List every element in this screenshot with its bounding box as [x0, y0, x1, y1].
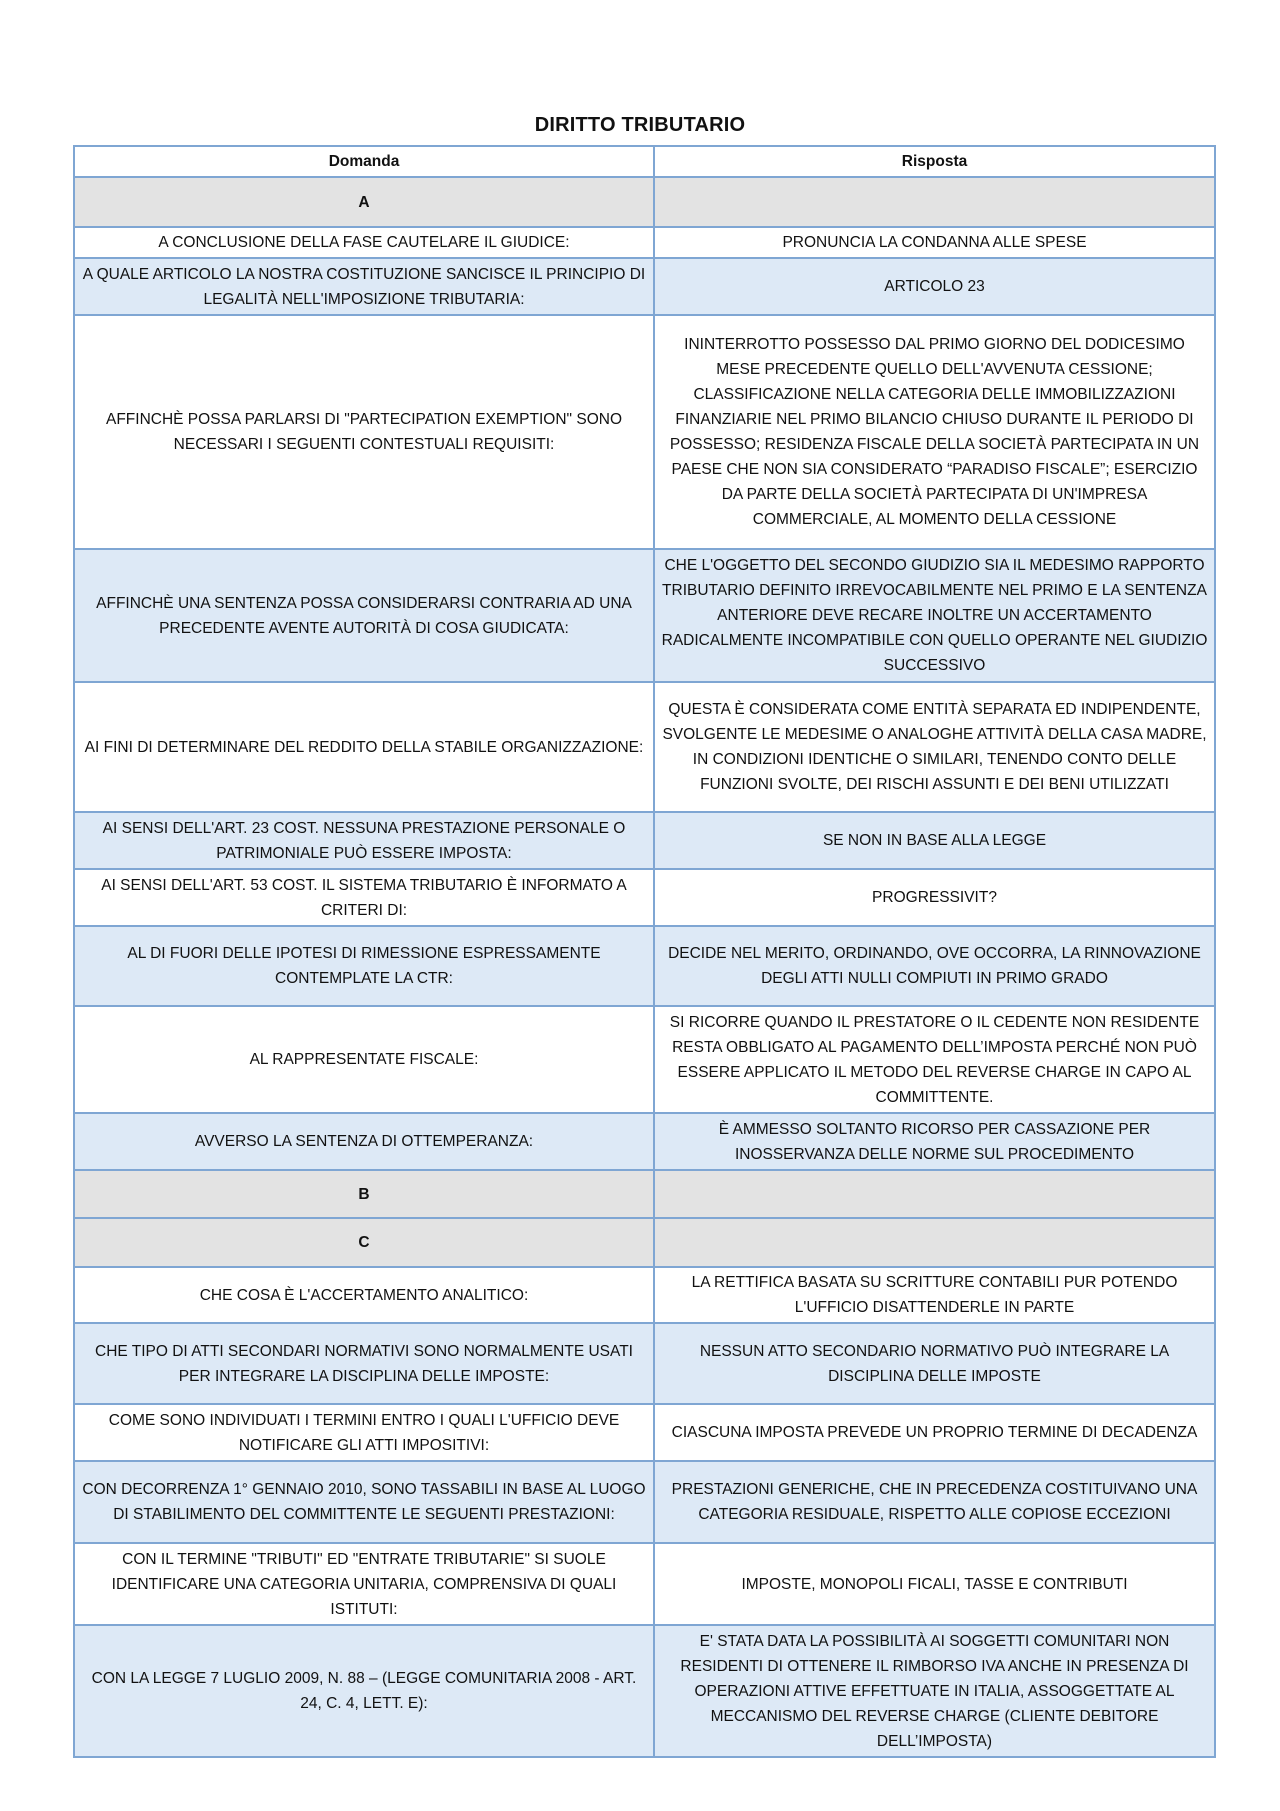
- answer-cell: DECIDE NEL MERITO, ORDINANDO, OVE OCCORRA, LA RINNOVAZIONE DEGLI ATTI NULLI COMPIUTI IN PRIMO GRADO: [654, 926, 1215, 1006]
- table-row: [74, 682, 1215, 812]
- answer-cell: ININTERROTTO POSSESSO DAL PRIMO GIORNO DEL DODICESIMO MESE PRECEDENTE QUELLO DELL'AVVENUTA CESSIONE; CLASSIFICAZIONE NELLA CATEGORIA DELLE IMMOBILIZZAZIONI FINANZIARIE NEL PRIMO BILANCIO CHIUSO DURANTE IL PERIODO DI POSSESSO; RESIDENZA FISCALE DELLA SOCIETÀ PARTECIPATA IN UN PAESE CHE NON SIA CONSIDERATO “PARADISO FISCALE”; ESERCIZIO DA PARTE DELLA SOCIETÀ PARTECIPATA DI UN'IMPRESA COMMERCIALE, AL MOMENTO DELLA CESSIONE: [654, 315, 1215, 549]
- answer-cell: QUESTA È CONSIDERATA COME ENTITÀ SEPARATA ED INDIPENDENTE, SVOLGENTE LE MEDESIME O ANALOGHE ATTIVITÀ DELLA CASA MADRE, IN CONDIZIONI IDENTICHE O SIMILARI, TENENDO CONTO DELLE FUNZIONI SVOLTE, DEI RISCHI ASSUNTI E DEI BENI UTILIZZATI: [654, 682, 1215, 812]
- answer-cell: CHE L'OGGETTO DEL SECONDO GIUDIZIO SIA IL MEDESIMO RAPPORTO TRIBUTARIO DEFINITO IRREVOCABILMENTE NEL PRIMO E LA SENTENZA ANTERIORE DEVE RECARE INOLTRE UN ACCERTAMENTO RADICALMENTE INCOMPATIBILE CON QUELLO OPERANTE NEL GIUDIZIO SUCCESSIVO: [654, 549, 1215, 682]
- answer-cell: LA RETTIFICA BASATA SU SCRITTURE CONTABILI PUR POTENDO L'UFFICIO DISATTENDERLE IN PARTE: [654, 1267, 1215, 1323]
- table-row: [74, 1006, 1215, 1113]
- question-cell: A QUALE ARTICOLO LA NOSTRA COSTITUZIONE SANCISCE IL PRINCIPIO DI LEGALITÀ NELL'IMPOSIZIONE TRIBUTARIA:: [74, 258, 654, 315]
- question-cell: AI FINI DI DETERMINARE DEL REDDITO DELLA STABILE ORGANIZZAZIONE:: [74, 682, 654, 812]
- question-cell: AI SENSI DELL'ART. 53 COST. IL SISTEMA TRIBUTARIO È INFORMATO A CRITERI DI:: [74, 869, 654, 926]
- question-cell: AVVERSO LA SENTENZA DI OTTEMPERANZA:: [74, 1113, 654, 1170]
- answer-cell: NESSUN ATTO SECONDARIO NORMATIVO PUÒ INTEGRARE LA DISCIPLINA DELLE IMPOSTE: [654, 1323, 1215, 1404]
- answer-cell: SE NON IN BASE ALLA LEGGE: [654, 812, 1215, 869]
- table-row: [74, 1113, 1215, 1170]
- table-header-row: [74, 146, 1215, 177]
- section-letter-blank: [654, 177, 1215, 227]
- table-row: [74, 812, 1215, 869]
- table-row: [74, 869, 1215, 926]
- question-cell: CON IL TERMINE "TRIBUTI" ED "ENTRATE TRIBUTARIE" SI SUOLE IDENTIFICARE UNA CATEGORIA UNITARIA, COMPRENSIVA DI QUALI ISTITUTI:: [74, 1543, 654, 1625]
- answer-cell: ARTICOLO 23: [654, 258, 1215, 315]
- table-row: [74, 258, 1215, 315]
- answer-cell: SI RICORRE QUANDO IL PRESTATORE O IL CEDENTE NON RESIDENTE RESTA OBBLIGATO AL PAGAMENTO DELL’IMPOSTA PERCHÉ NON PUÒ ESSERE APPLICATO IL METODO DEL REVERSE CHARGE IN CAPO AL COMMITTENTE.: [654, 1006, 1215, 1113]
- qa-table: [73, 145, 1216, 1758]
- question-cell: CHE COSA È L'ACCERTAMENTO ANALITICO:: [74, 1267, 654, 1323]
- answer-cell: IMPOSTE, MONOPOLI FICALI, TASSE E CONTRIBUTI: [654, 1543, 1215, 1625]
- document-title: DIRITTO TRIBUTARIO: [534, 114, 746, 136]
- answer-cell: CIASCUNA IMPOSTA PREVEDE UN PROPRIO TERMINE DI DECADENZA: [654, 1404, 1215, 1461]
- table-row: [74, 549, 1215, 682]
- section-letter: A: [74, 177, 654, 227]
- table-row: [74, 1543, 1215, 1625]
- table-row: [74, 1461, 1215, 1543]
- section-letter: B: [74, 1170, 654, 1218]
- question-cell: CON LA LEGGE 7 LUGLIO 2009, N. 88 – (LEGGE COMUNITARIA 2008 - ART. 24, C. 4, LETT. E):: [74, 1625, 654, 1757]
- question-cell: AFFINCHÈ UNA SENTENZA POSSA CONSIDERARSI CONTRARIA AD UNA PRECEDENTE AVENTE AUTORITÀ DI COSA GIUDICATA:: [74, 549, 654, 682]
- question-cell: COME SONO INDIVIDUATI I TERMINI ENTRO I QUALI L'UFFICIO DEVE NOTIFICARE GLI ATTI IMPOSITIVI:: [74, 1404, 654, 1461]
- letter-section-row: [74, 1218, 1215, 1267]
- answer-cell: È AMMESSO SOLTANTO RICORSO PER CASSAZIONE PER INOSSERVANZA DELLE NORME SUL PROCEDIMENTO: [654, 1113, 1215, 1170]
- question-cell: AFFINCHÈ POSSA PARLARSI DI "PARTECIPATION EXEMPTION" SONO NECESSARI I SEGUENTI CONTESTUALI REQUISITI:: [74, 315, 654, 549]
- question-cell: CON DECORRENZA 1° GENNAIO 2010, SONO TASSABILI IN BASE AL LUOGO DI STABILIMENTO DEL COMMITTENTE LE SEGUENTI PRESTAZIONI:: [74, 1461, 654, 1543]
- section-letter: C: [74, 1218, 654, 1267]
- answer-column-header: Risposta: [654, 146, 1215, 177]
- section-letter-blank: [654, 1170, 1215, 1218]
- table-row: [74, 1323, 1215, 1404]
- question-column-header: Domanda: [74, 146, 654, 177]
- letter-section-row: [74, 1170, 1215, 1218]
- question-cell: CHE TIPO DI ATTI SECONDARI NORMATIVI SONO NORMALMENTE USATI PER INTEGRARE LA DISCIPLINA DELLE IMPOSTE:: [74, 1323, 654, 1404]
- question-cell: AL RAPPRESENTATE FISCALE:: [74, 1006, 654, 1113]
- table-row: [74, 1267, 1215, 1323]
- table-row: [74, 315, 1215, 549]
- table-row: [74, 1404, 1215, 1461]
- answer-cell: PRONUNCIA LA CONDANNA ALLE SPESE: [654, 227, 1215, 258]
- question-cell: AI SENSI DELL'ART. 23 COST. NESSUNA PRESTAZIONE PERSONALE O PATRIMONIALE PUÒ ESSERE IMPOSTA:: [74, 812, 654, 869]
- table-row: [74, 926, 1215, 1006]
- answer-cell: E' STATA DATA LA POSSIBILITÀ AI SOGGETTI COMUNITARI NON RESIDENTI DI OTTENERE IL RIMBORSO IVA ANCHE IN PRESENZA DI OPERAZIONI ATTIVE EFFETTUATE IN ITALIA, ASSOGGETTATE AL MECCANISMO DEL REVERSE CHARGE (CLIENTE DEBITORE DELL’IMPOSTA): [654, 1625, 1215, 1757]
- table-row: [74, 1625, 1215, 1757]
- question-cell: AL DI FUORI DELLE IPOTESI DI RIMESSIONE ESPRESSAMENTE CONTEMPLATE LA CTR:: [74, 926, 654, 1006]
- section-letter-blank: [654, 1218, 1215, 1267]
- question-cell: A CONCLUSIONE DELLA FASE CAUTELARE IL GIUDICE:: [74, 227, 654, 258]
- letter-section-row: [74, 177, 1215, 227]
- answer-cell: PRESTAZIONI GENERICHE, CHE IN PRECEDENZA COSTITUIVANO UNA CATEGORIA RESIDUALE, RISPETTO ALLE COPIOSE ECCEZIONI: [654, 1461, 1215, 1543]
- table-row: [74, 227, 1215, 258]
- answer-cell: PROGRESSIVIT?: [654, 869, 1215, 926]
